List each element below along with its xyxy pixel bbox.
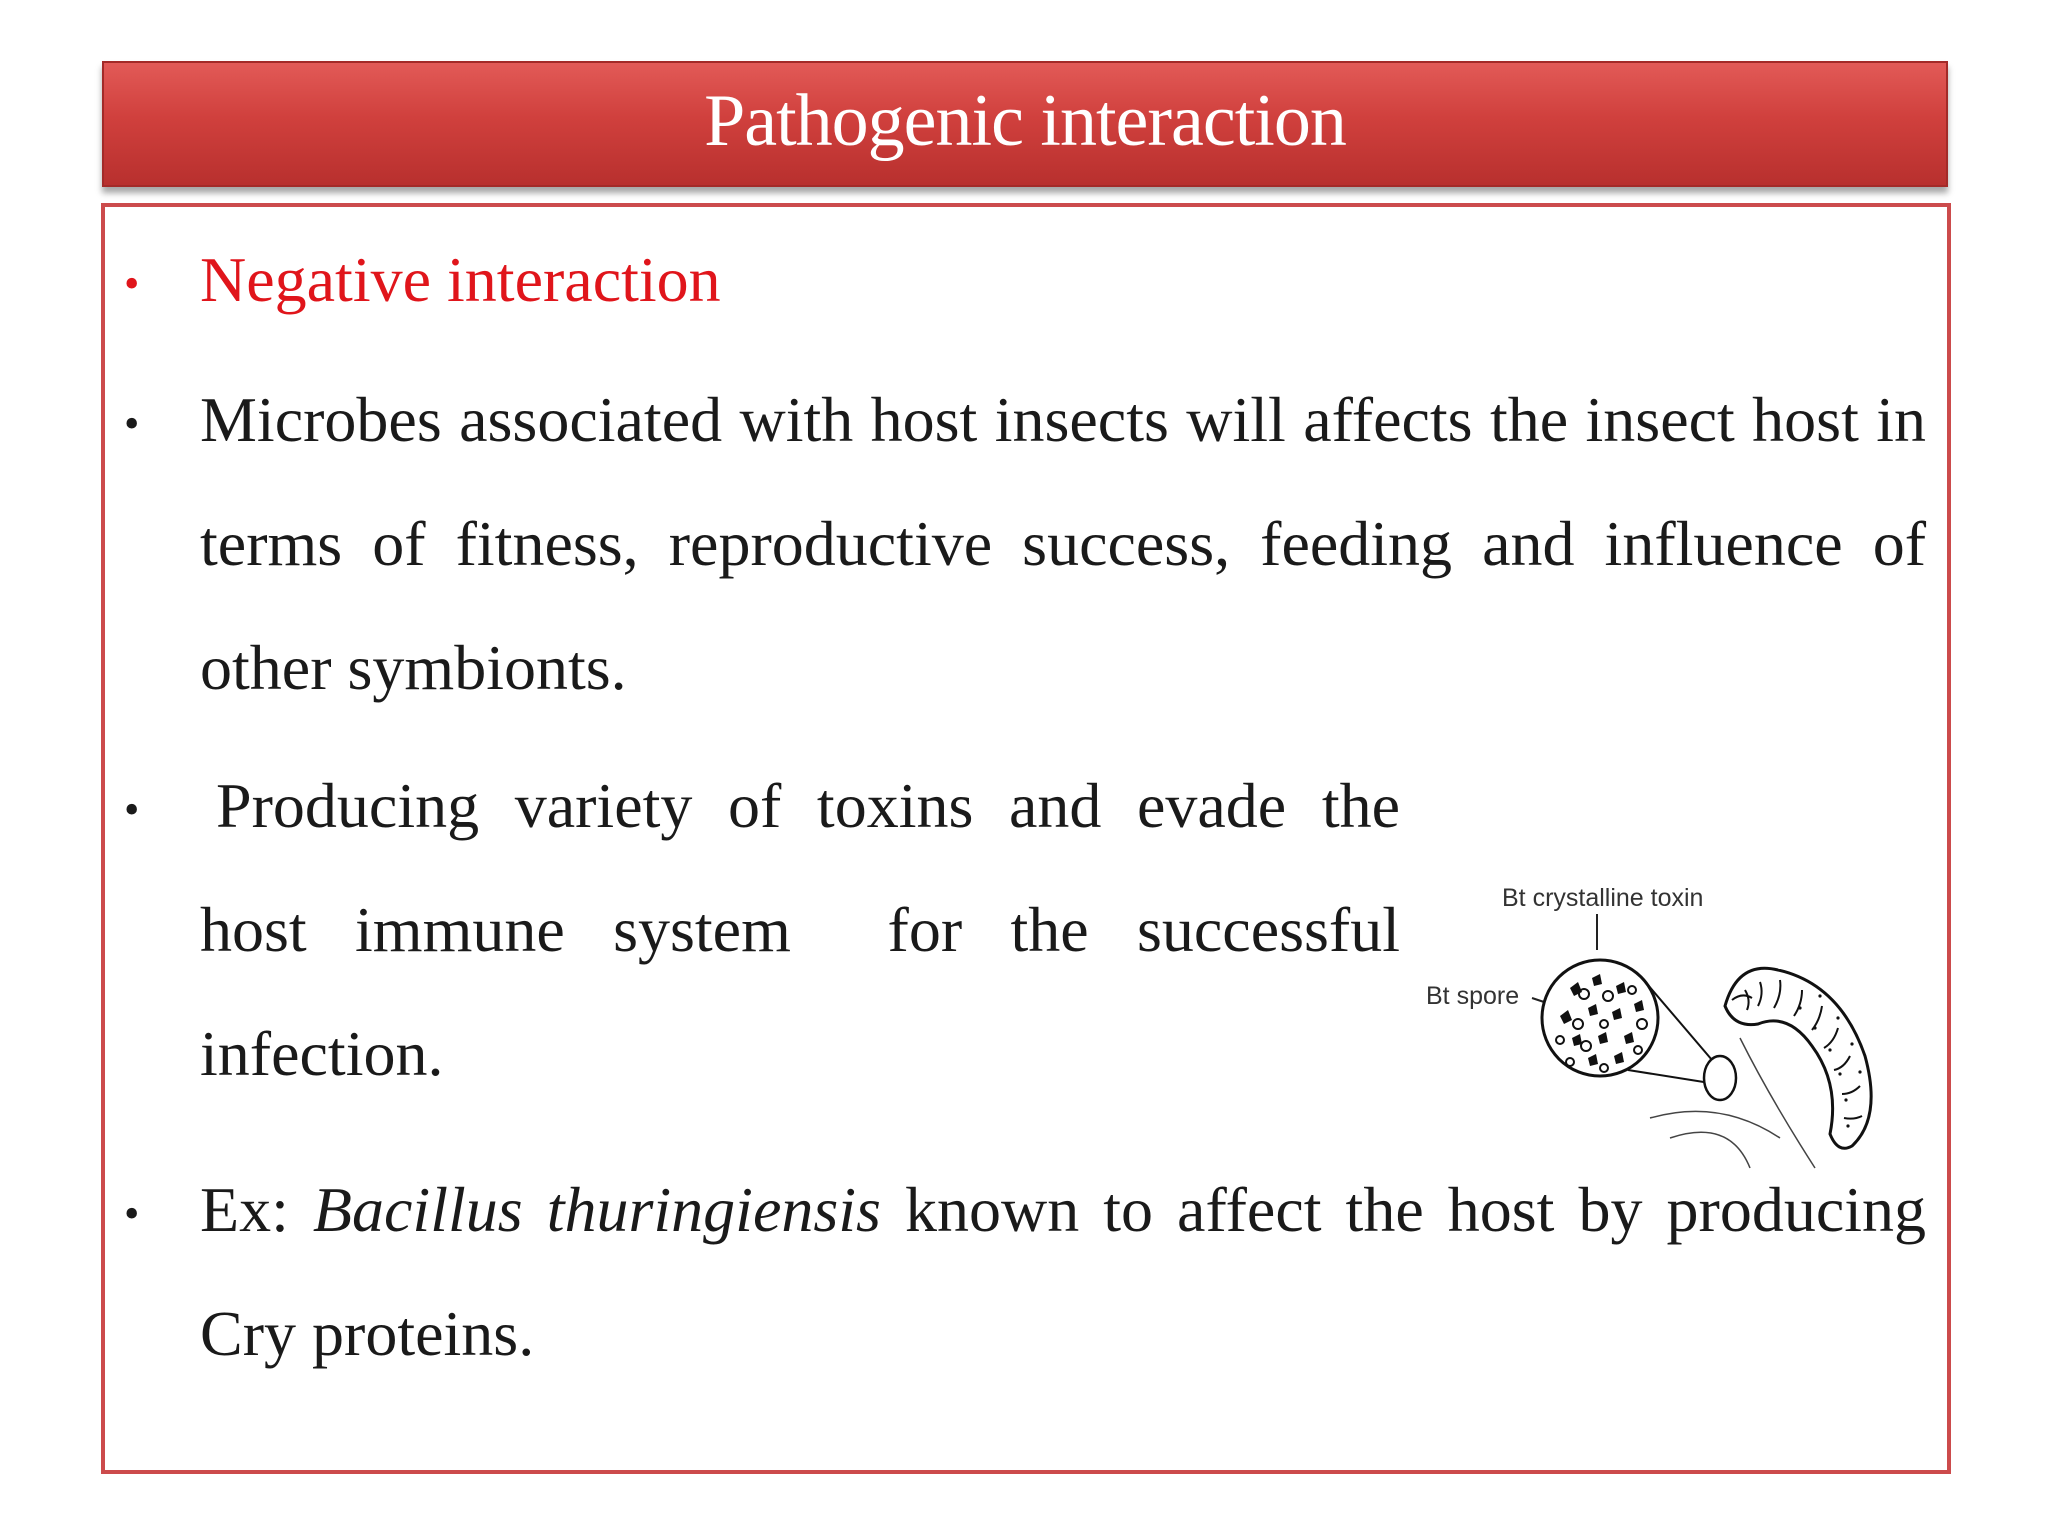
zoom-line-bottom — [1628, 1070, 1710, 1083]
bt-toxin-label: Bt crystalline toxin — [1502, 884, 1704, 912]
leaf-spot — [1704, 1056, 1736, 1100]
negative-interaction-heading: Negative interaction — [200, 244, 721, 315]
bullet-marker: • — [124, 1189, 140, 1238]
bt-diagram — [1420, 878, 1920, 1178]
example-prefix: Ex: — [200, 1174, 289, 1245]
bullet-marker: • — [124, 259, 140, 308]
toxins-text: Producing variety of toxins and evade the host immune system for the successful infection. — [200, 770, 1400, 1089]
example-suffix: known to affect the host by producing Cry proteins. — [200, 1174, 1926, 1369]
bullet-marker: • — [124, 785, 140, 834]
bt-spore-label: Bt spore — [1426, 982, 1520, 1010]
bullet-text-toxins — [200, 744, 1400, 1116]
slide-title: Pathogenic interaction — [704, 80, 1346, 162]
title-bar — [102, 61, 1948, 187]
bullet-text-microbes: Microbes associated with host insects will affects the insect host in terms of fitness, reproductive success, feeding and influence of other symbionts. — [200, 384, 1926, 703]
species-name: Bacillus thuringiensis — [312, 1174, 881, 1245]
bullet-text-example — [200, 1148, 1926, 1396]
bullet-marker: • — [124, 399, 140, 448]
